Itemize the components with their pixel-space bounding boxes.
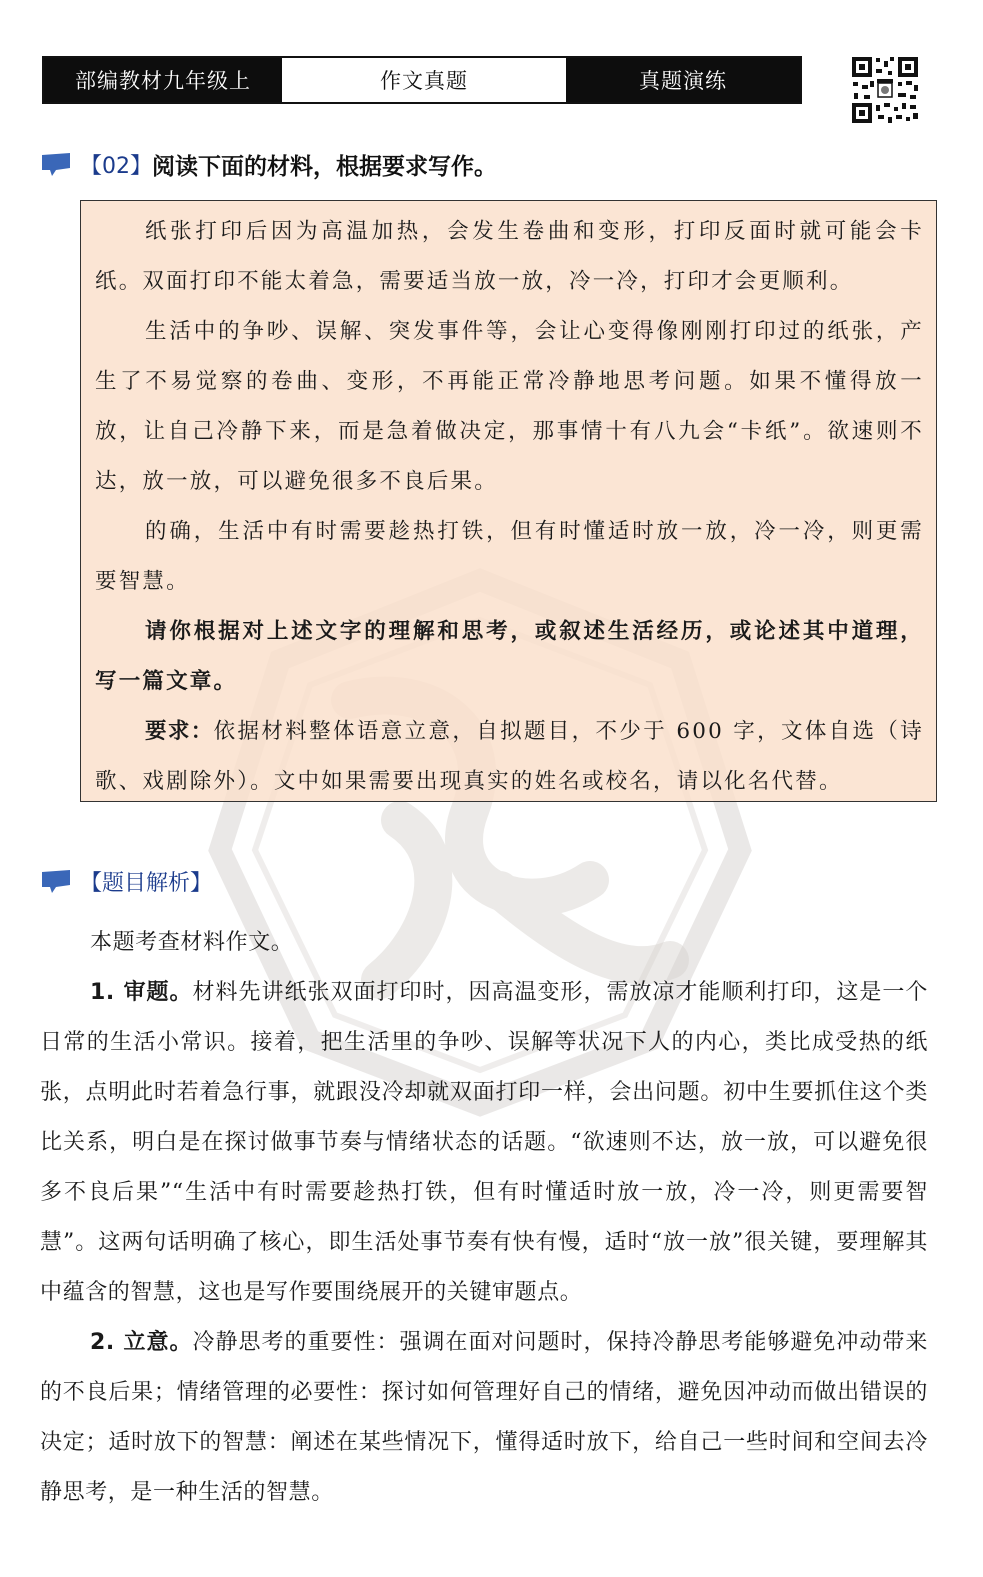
analysis-item bbox=[40, 1318, 928, 1518]
header-grade-label: 部编教材九年级上 bbox=[44, 58, 282, 102]
question-heading bbox=[40, 148, 497, 181]
requirements bbox=[95, 707, 924, 807]
item-lead: 1. 审题。 bbox=[90, 980, 193, 1005]
material-paragraph: 的确，生活中有时需要趁热打铁，但有时懂适时放一放，冷一冷，则更需要智慧。 bbox=[95, 519, 924, 594]
item-text: 材料先讲纸张双面打印时，因高温变形，需放凉才能顺利打印，这是一个日常的生活小常识。接着，把生活里的争吵、误解等状况下人的内心，类比成受热的纸张，点明此时若着急行事，就跟没冷却就双面打印一样，会出问题。初中生要抓住这个类比关系，明白是在探讨做事节奏与情绪状态的话题。“欲速则不达，放一放，可以避免很多不良后果”“生活中有时需要趁热打铁，但有时懂适时放一放，冷一冷，则更需要智慧”。这两句话明确了核心，即生活处事节奏有快有慢，适时“放一放”很关键，要理解其中蕴含的智慧，这也是写作要围绕展开的关键审题点。 bbox=[40, 980, 928, 1305]
material-box bbox=[80, 200, 937, 802]
qr-code bbox=[850, 55, 920, 125]
header-practice-label: 真题演练 bbox=[566, 58, 800, 102]
requirements-label: 要求： bbox=[145, 719, 214, 744]
item-text: 冷静思考的重要性：强调在面对问题时，保持冷静思考能够避免冲动带来的不良后果；情绪管理的必要性：探讨如何管理好自己的情绪，避免因冲动而做出错误的决定；适时放下的智慧：阐述在某些情况下，懂得适时放下，给自己一些时间和空间去冷静思考，是一种生活的智慧。 bbox=[40, 1330, 928, 1505]
analysis-body bbox=[40, 918, 928, 1518]
analysis-item bbox=[40, 968, 928, 1318]
material-paragraph: 生活中的争吵、误解、突发事件等，会让心变得像刚刚打印过的纸张，产生了不易觉察的卷曲、变形，不再能正常冷静地思考问题。如果不懂得放一放，让自己冷静下来，而是急着做决定，那事情十有八九会“卡纸”。欲速则不达，放一放，可以避免很多不良后果。 bbox=[95, 319, 924, 494]
item-lead: 2. 立意。 bbox=[90, 1330, 193, 1355]
flag-icon bbox=[40, 152, 72, 178]
question-title: 阅读下面的材料，根据要求写作。 bbox=[152, 154, 497, 180]
analysis-intro: 本题考查材料作文。 bbox=[90, 930, 294, 955]
analysis-heading bbox=[40, 866, 212, 897]
analysis-title: 【题目解析】 bbox=[80, 871, 213, 896]
material-paragraph: 纸张打印后因为高温加热，会发生卷曲和变形，打印反面时就可能会卡纸。双面打印不能太着急，需要适当放一放，冷一冷，打印才会更顺利。 bbox=[95, 219, 924, 294]
header-category-label: 作文真题 bbox=[282, 58, 566, 102]
writing-prompt: 请你根据对上述文字的理解和思考，或叙述生活经历，或论述其中道理，写一篇文章。 bbox=[95, 619, 924, 694]
requirements-text: 依据材料整体语意立意，自拟题目，不少于 600 字，文体自选（诗歌、戏剧除外）。文中如果需要出现真实的姓名或校名，请以化名代替。 bbox=[95, 719, 925, 794]
header-band bbox=[42, 56, 802, 104]
question-number: 【02】 bbox=[80, 154, 152, 179]
flag-icon bbox=[40, 869, 72, 895]
